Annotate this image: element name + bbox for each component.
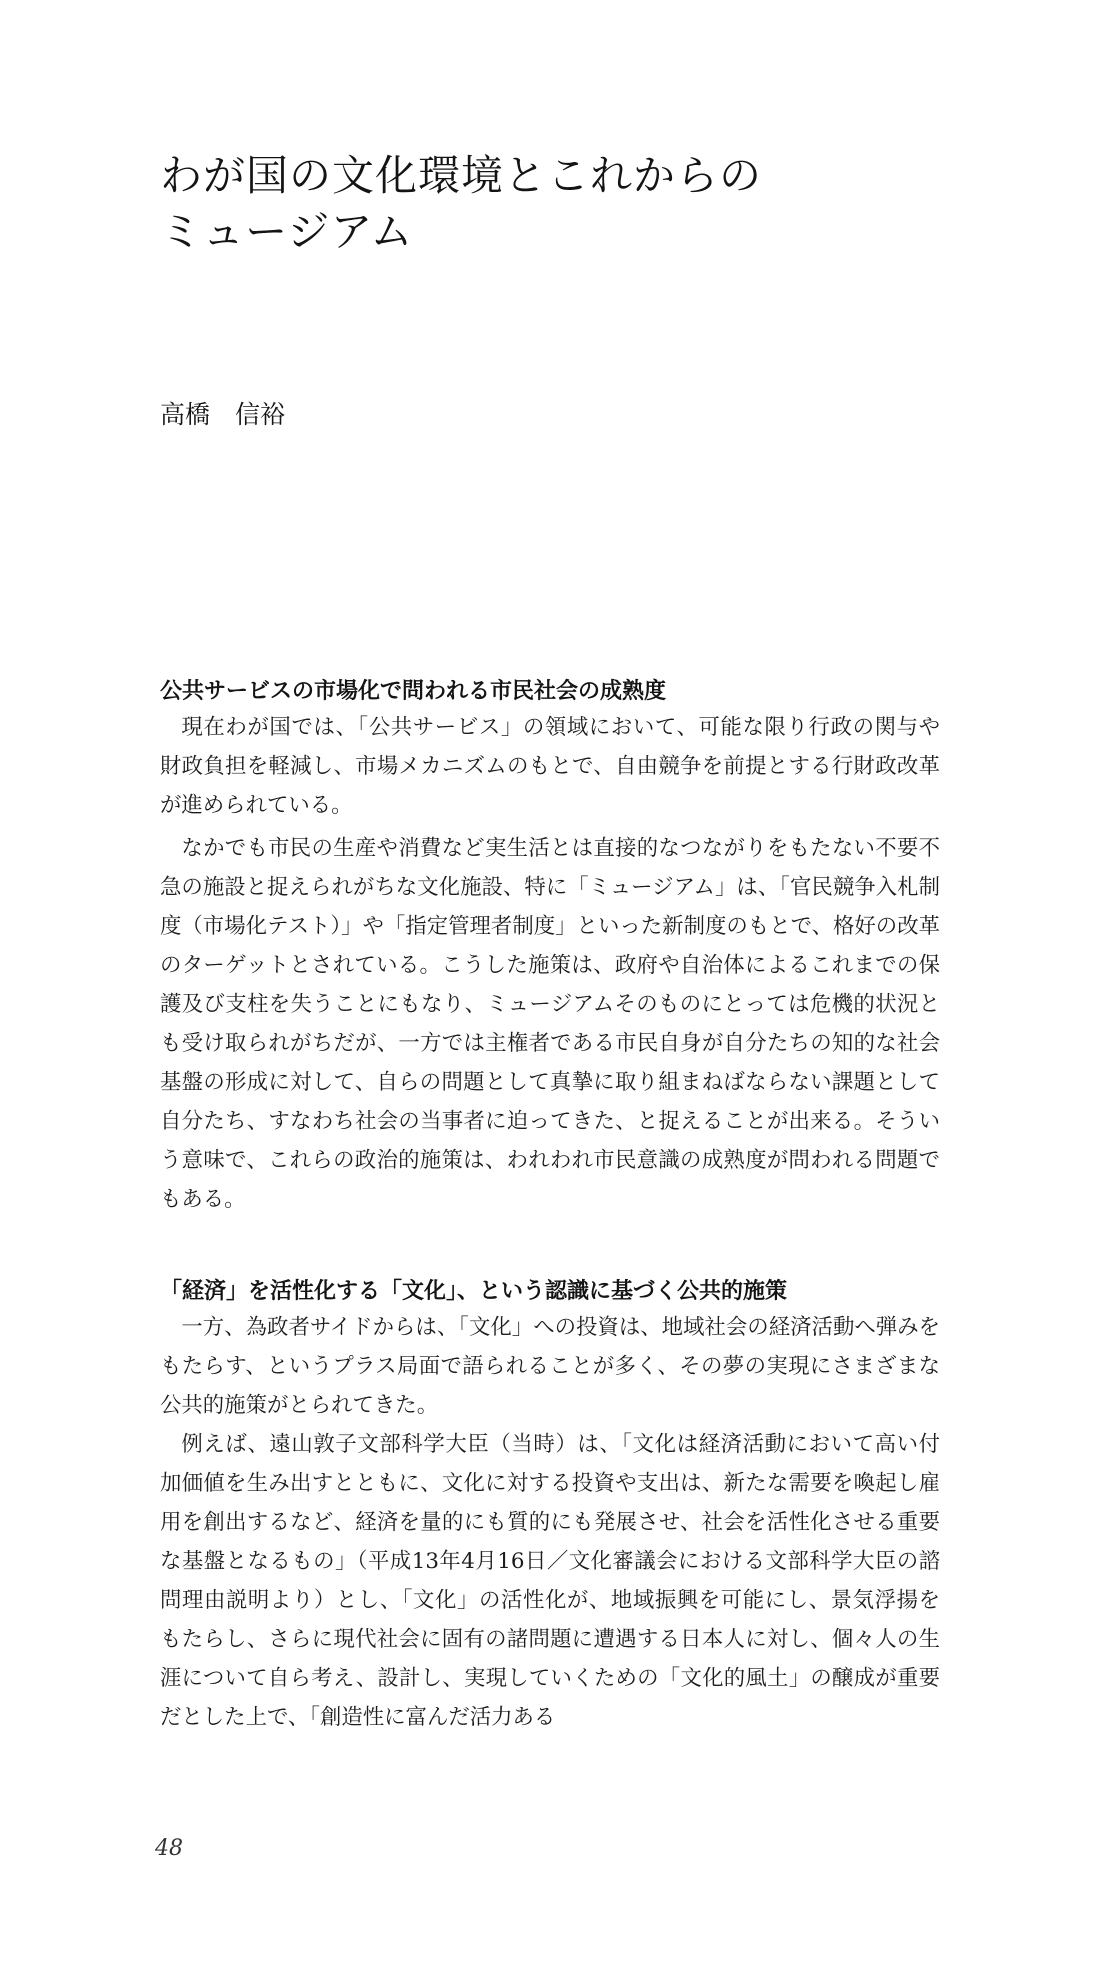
section-heading: 「経済」を活性化する「文化」、という認識に基づく公共的施策 <box>160 1279 788 1304</box>
article-title-line-1: わが国の文化環境とこれからの <box>160 151 763 200</box>
page-number: 48 <box>155 1836 183 1861</box>
section-heading: 公共サービスの市場化で問われる市民社会の成熟度 <box>160 679 667 704</box>
article-title-line-2: ミュージアム <box>160 207 414 256</box>
body-paragraph: 現在わが国では、「公共サービス」の領域において、可能な限り行政の関与や財政負担を軽減し、市場メカニズムのもとで、自由競争を前提とする行財政改革が進められている。 <box>160 715 940 818</box>
section-culture-economy <box>160 1276 940 1737</box>
body-paragraph: 一方、為政者サイドからは、「文化」への投資は、地域社会の経済活動へ弾みをもたらす、というプラス局面で語られることが多く、その夢の実現にさまざまな公共的施策がとられてきた。 <box>160 1315 940 1418</box>
article-title <box>160 148 762 260</box>
author-name: 高橋 信裕 <box>160 400 286 429</box>
section-market-civil-society <box>160 676 940 1219</box>
body-paragraph: 例えば、遠山敦子文部科学大臣（当時）は、「文化は経済活動において高い付加価値を生み出すとともに、文化に対する投資や支出は、新たな需要を喚起し雇用を創出するなど、経済を量的にも質的にも発展させ、社会を活性化させる重要な基盤となるもの」（平成13年4月16日／文化審議会における文部科学大臣の諮問理由説明より）とし、「文化」の活性化が、地域振興を可能にし、景気浮揚をもたらし、さらに現代社会に固有の諸問題に遭遇する日本人に対し、個々人の生涯について自ら考え、設計し、実現していくための「文化的風土」の醸成が重要だとした上で、「創造性に富んだ活力ある <box>160 1432 940 1730</box>
body-paragraph: なかでも市民の生産や消費など実生活とは直接的なつながりをもたない不要不急の施設と捉えられがちな文化施設、特に「ミュージアム」は、「官民競争入札制度（市場化テスト）」や「指定管理者制度」といった新制度のもとで、格好の改革のターゲットとされている。こうした施策は、政府や自治体によるこれまでの保護及び支柱を失うことにもなり、ミュージアムそのものにとっては危機的状況とも受け取られがちだが、一方では主権者である市民自身が自分たちの知的な社会基盤の形成に対して、自らの問題として真摯に取り組まねばならない課題として自分たち、すなわち社会の当事者に迫ってきた、と捉えることが出来る。そういう意味で、これらの政治的施策は、われわれ市民意識の成熟度が問われる問題でもある。 <box>160 836 940 1212</box>
